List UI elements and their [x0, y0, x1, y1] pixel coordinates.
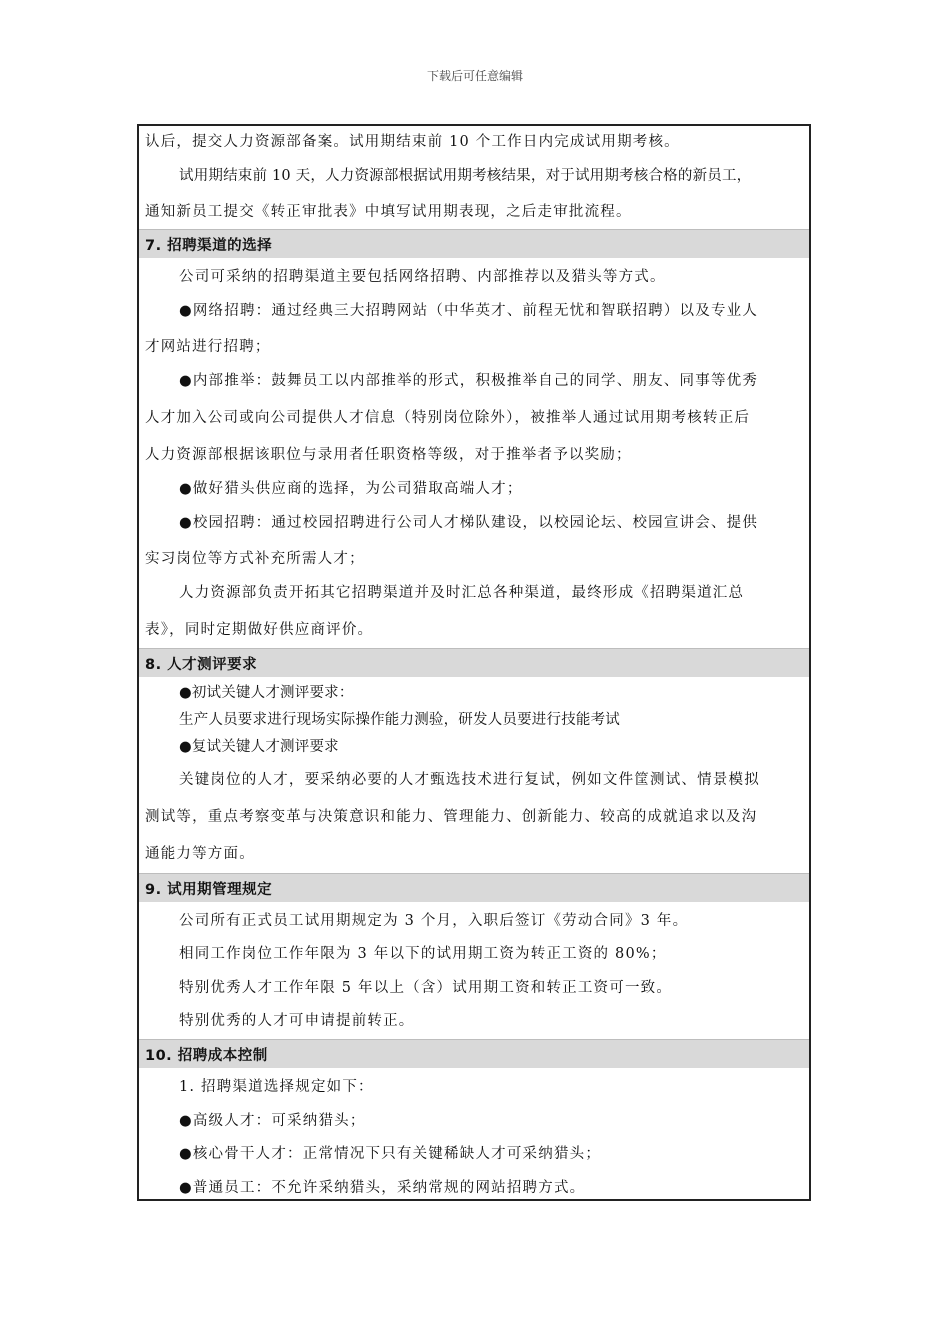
section-header-10 — [139, 1039, 809, 1068]
intro-line-1: 认后，提交人力资源部备案。试用期结束前 10 个工作日内完成试用期考核。 — [145, 134, 680, 150]
section-header-7 — [139, 229, 809, 258]
s7-line-3: 才网站进行招聘； — [145, 339, 271, 355]
s7-line-10: 人力资源部负责开拓其它招聘渠道并及时汇总各种渠道，最终形成《招聘渠道汇总 — [179, 585, 745, 601]
s7-line-6: 人力资源部根据该职位与录用者任职资格等级，对于推举者予以奖励； — [145, 447, 632, 463]
s8-line-3: ●复试关键人才测评要求 — [179, 739, 339, 755]
s7-line-8: ●校园招聘：通过校园招聘进行公司人才梯队建设，以校园论坛、校园宣讲会、提供 — [179, 515, 759, 531]
s9-line-1: 公司所有正式员工试用期规定为 3 个月，入职后签订《劳动合同》3 年。 — [179, 913, 689, 929]
s9-line-2: 相同工作岗位工作年限为 3 年以下的试用期工资为转正工资的 80%； — [179, 946, 667, 962]
document-table — [137, 124, 811, 1201]
s9-line-4: 特别优秀的人才可申请提前转正。 — [179, 1013, 415, 1029]
intro-line-3: 通知新员工提交《转正审批表》中填写试用期表现，之后走审批流程。 — [145, 204, 632, 220]
s9-line-3: 特别优秀人才工作年限 5 年以上（含）试用期工资和转正工资可一致。 — [179, 980, 673, 996]
section-title-9: 9. 试用期管理规定 — [145, 882, 273, 898]
section-header-8 — [139, 648, 809, 677]
s7-line-11: 表》，同时定期做好供应商评价。 — [145, 622, 374, 638]
s8-line-1: ●初试关键人才测评要求： — [179, 685, 354, 701]
section-title-8: 8. 人才测评要求 — [145, 657, 258, 673]
s7-line-5: 人才加入公司或向公司提供人才信息（特别岗位除外），被推举人通过试用期考核转正后 — [145, 410, 751, 426]
s7-line-4: ●内部推举：鼓舞员工以内部推举的形式，积极推举自己的同学、朋友、同事等优秀 — [179, 373, 759, 389]
section-title-7: 7. 招聘渠道的选择 — [145, 238, 273, 254]
section-header-9 — [139, 873, 809, 902]
section-title-10: 10. 招聘成本控制 — [145, 1048, 268, 1064]
s10-line-1: 1. 招聘渠道选择规定如下： — [179, 1079, 374, 1095]
s10-line-3: ●核心骨干人才：正常情况下只有关键稀缺人才可采纳猎头； — [179, 1146, 602, 1162]
s7-line-1: 公司可采纳的招聘渠道主要包括网络招聘、内部推荐以及猎头等方式。 — [179, 269, 666, 285]
intro-line-2: 试用期结束前 10 天，人力资源部根据试用期考核结果，对于试用期考核合格的新员工， — [179, 168, 752, 184]
s7-line-9: 实习岗位等方式补充所需人才； — [145, 551, 365, 567]
s8-line-6: 通能力等方面。 — [145, 846, 255, 862]
s8-line-2: 生产人员要求进行现场实际操作能力测验，研发人员要进行技能考试 — [179, 712, 620, 728]
s10-line-4: ●普通员工：不允许采纳猎头，采纳常规的网站招聘方式。 — [179, 1180, 586, 1196]
s7-line-2: ●网络招聘：通过经典三大招聘网站（中华英才、前程无忧和智联招聘）以及专业人 — [179, 303, 759, 319]
s8-line-4: 关键岗位的人才，要采纳必要的人才甄选技术进行复试，例如文件筐测试、情景模拟 — [179, 772, 760, 788]
header-note: 下载后可任意编辑 — [426, 69, 523, 83]
s8-line-5: 测试等，重点考察变革与决策意识和能力、管理能力、创新能力、较高的成就追求以及沟 — [145, 809, 758, 825]
s7-line-7: ●做好猎头供应商的选择，为公司猎取高端人才； — [179, 481, 523, 497]
s10-line-2: ●高级人才：可采纳猎头； — [179, 1113, 366, 1129]
